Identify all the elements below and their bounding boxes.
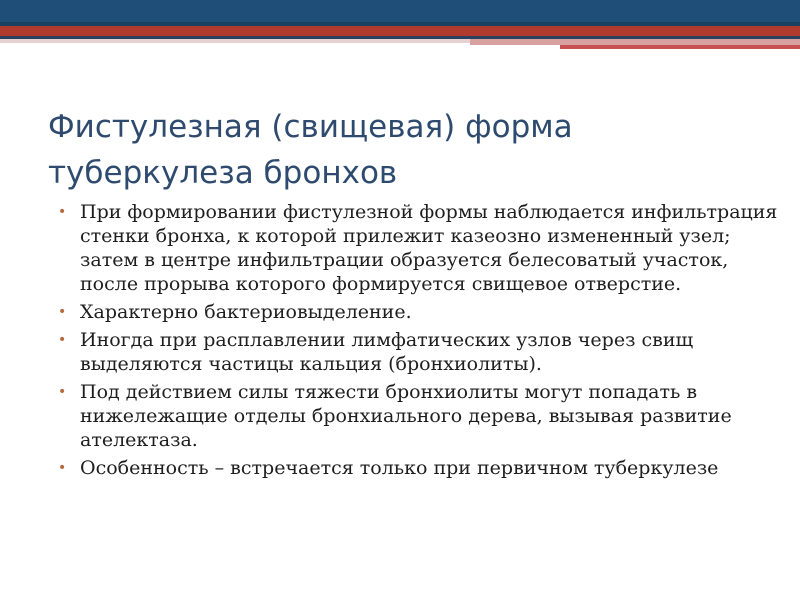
bullet-icon: • — [58, 332, 67, 348]
bullet-icon: • — [58, 304, 67, 320]
bullet-icon: • — [58, 384, 67, 400]
bullet-icon: • — [58, 204, 67, 220]
bullet-item — [58, 328, 778, 376]
slide-title: Фистулезная (свищевая) форма туберкулеза бронхов — [48, 109, 573, 191]
header-banner-red — [0, 26, 800, 36]
bullet-text: Иногда при расплавлении лимфатических узлов через свищ выделяются частицы кальция (бронхиолиты). — [80, 329, 694, 375]
header-banner-grey-strip — [0, 39, 470, 43]
bullet-item — [58, 300, 778, 324]
bullet-text: Характерно бактериовыделение. — [80, 301, 412, 323]
bullet-text: Особенность – встречается только при первичном туберкулезе — [80, 457, 719, 479]
bullet-list — [58, 200, 778, 484]
bullet-item — [58, 456, 778, 480]
header-banner-red-strip — [560, 45, 800, 49]
bullet-item — [58, 380, 778, 452]
bullet-text: При формировании фистулезной формы наблюдается инфильтрация стенки бронха, к которой прилежит казеозно измененный узел; затем в центре инфильтрации образуется белесоватый участок, после прорыва которого формируется свищевое отверстие. — [80, 201, 778, 295]
bullet-text: Под действием силы тяжести бронхиолиты могут попадать в нижележащие отделы бронхиального дерева, вызывая развитие ателектаза. — [80, 381, 732, 451]
bullet-icon: • — [58, 460, 67, 476]
bullet-item — [58, 200, 778, 296]
